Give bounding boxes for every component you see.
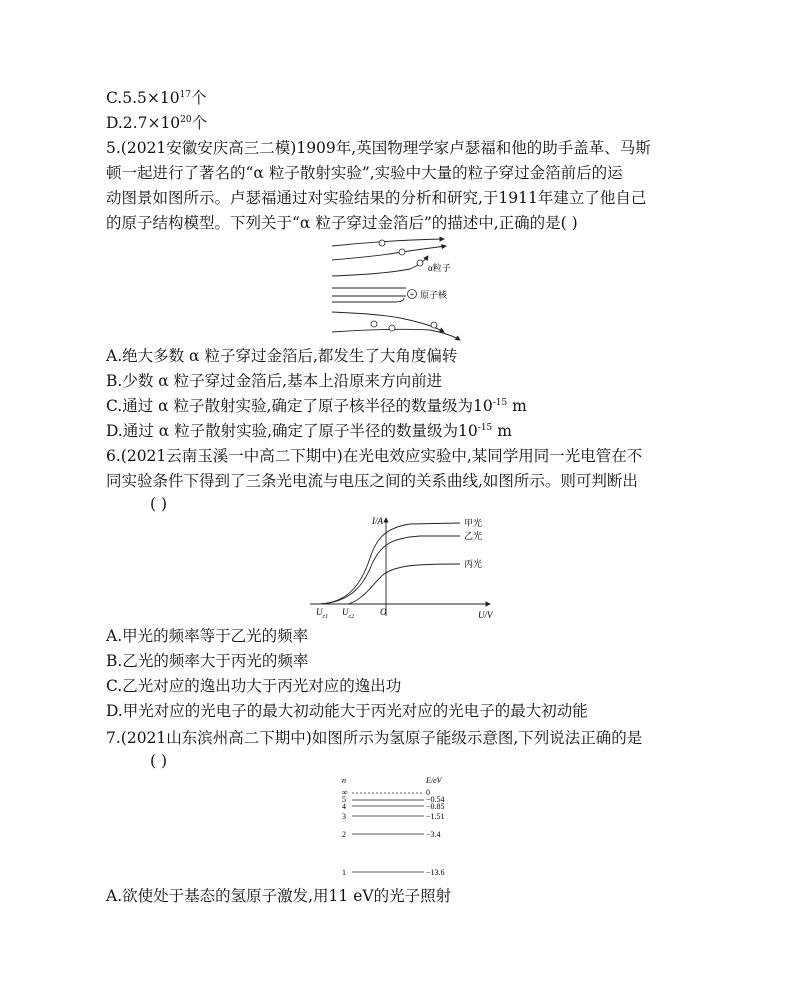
curve-bing <box>348 564 460 604</box>
photoelectric-iv-figure <box>310 512 500 624</box>
q6-stem-line-1: 6.(2021云南玉溪一中高二下期中)在光电效应实验中,某同学用同一光电管在不 <box>106 447 643 465</box>
x-axis-label: U/V <box>478 610 493 620</box>
hydrogen-energy-level-figure <box>336 774 466 880</box>
q7-answer-bracket: ( ) <box>150 752 168 770</box>
q6-stem-line-2: 同实验条件下得到了三条光电流与电压之间的关系曲线,如图所示。则可判断出 <box>106 472 638 490</box>
level-n: 3 <box>342 812 346 821</box>
nucleus-label: 原子核 <box>420 290 448 300</box>
curve-label-jia: 甲光 <box>464 518 483 528</box>
level-n: 1 <box>342 868 346 877</box>
level-e: −0.85 <box>426 802 445 811</box>
origin-label: O <box>380 607 387 617</box>
level-n: ∞ <box>342 788 348 797</box>
curve-jia <box>320 523 460 604</box>
alpha-particle-icon <box>431 322 437 328</box>
curve-yi <box>320 536 460 604</box>
q5-option-a: A.绝大多数 α 粒子穿过金箔后,都发生了大角度偏转 <box>106 347 458 365</box>
curve-label-bing: 丙光 <box>464 559 483 569</box>
q5-stem-line-1: 5.(2021安徽安庆高三二模)1909年,英国物理学家卢瑟福和他的助手盖革、马斯 <box>106 139 651 157</box>
alpha-track-8 <box>332 329 460 340</box>
q7-stem-line-1: 7.(2021山东滨州高二下期中)如图所示为氢原子能级示意图,下列说法正确的是 <box>106 729 643 747</box>
n-label: n <box>342 776 346 785</box>
level-n: 5 <box>342 795 346 804</box>
alpha-particle-icon <box>389 325 395 331</box>
level-n: 4 <box>342 802 346 811</box>
alpha-track-2 <box>332 246 446 260</box>
uc2-label: $U_{c2}$ <box>342 607 355 620</box>
q6-option-d: D.甲光对应的光电子的最大初动能大于丙光对应的光电子的最大初动能 <box>106 702 588 720</box>
nucleus-plus: + <box>409 290 415 299</box>
alpha-particle-icon <box>379 240 385 246</box>
level-n: 2 <box>342 830 346 839</box>
q5-stem-line-2: 顿一起进行了著名的“α 粒子散射实验”,实验中大量的粒子穿过金箔前后的运 <box>106 164 623 182</box>
q6-option-b: B.乙光的频率大于丙光的频率 <box>106 652 309 670</box>
alpha-scattering-figure <box>330 236 480 344</box>
q6-option-c: C.乙光对应的逸出功大于丙光对应的逸出功 <box>106 677 402 695</box>
y-axis-label: I/A <box>372 516 383 526</box>
q5-option-c: C.通过 α 粒子散射实验,确定了原子核半径的数量级为$10^{-15}$ m <box>106 397 527 415</box>
curve-label-yi: 乙光 <box>464 531 483 541</box>
level-e: −0.54 <box>426 795 445 804</box>
level-e: −1.51 <box>426 812 445 821</box>
uc1-label: $U_{c1}$ <box>316 607 329 620</box>
level-e: 0 <box>426 788 430 797</box>
alpha-particle-icon <box>399 249 405 255</box>
q5-stem-line-3: 动图景如图所示。卢瑟福通过对实验结果的分析和研究,于1911年建立了他自己 <box>106 189 647 207</box>
alpha-track-6 <box>332 298 404 302</box>
alpha-track-7 <box>332 312 444 332</box>
q5-option-d: D.通过 α 粒子散射实验,确定了原子半径的数量级为$10^{-15}$ m <box>106 422 512 440</box>
level-e: −3.4 <box>426 830 441 839</box>
option-d-prev: $D.2.7\times 10^{20}$个 <box>106 114 208 132</box>
option-c-prev: $C.5.5\times 10^{17}$个 <box>106 89 207 107</box>
alpha-particle-icon <box>371 321 377 327</box>
q6-answer-bracket: ( ) <box>150 495 168 513</box>
alpha-particle-icon <box>417 260 423 266</box>
q5-option-b: B.少数 α 粒子穿过金箔后,基本上沿原来方向前进 <box>106 372 443 390</box>
alpha-track-1 <box>332 239 444 246</box>
alpha-particle-label: α粒子 <box>428 263 451 273</box>
q7-option-a: A.欲使处于基态的氢原子激发,用11 eV的光子照射 <box>106 887 452 905</box>
q6-option-a: A.甲光的频率等于乙光的频率 <box>106 627 309 645</box>
energy-label: E/eV <box>426 776 442 785</box>
level-e: −13.6 <box>426 868 445 877</box>
q5-stem-line-4: 的原子结构模型。下列关于“α 粒子穿过金箔后”的描述中,正确的是( ) <box>106 214 578 232</box>
